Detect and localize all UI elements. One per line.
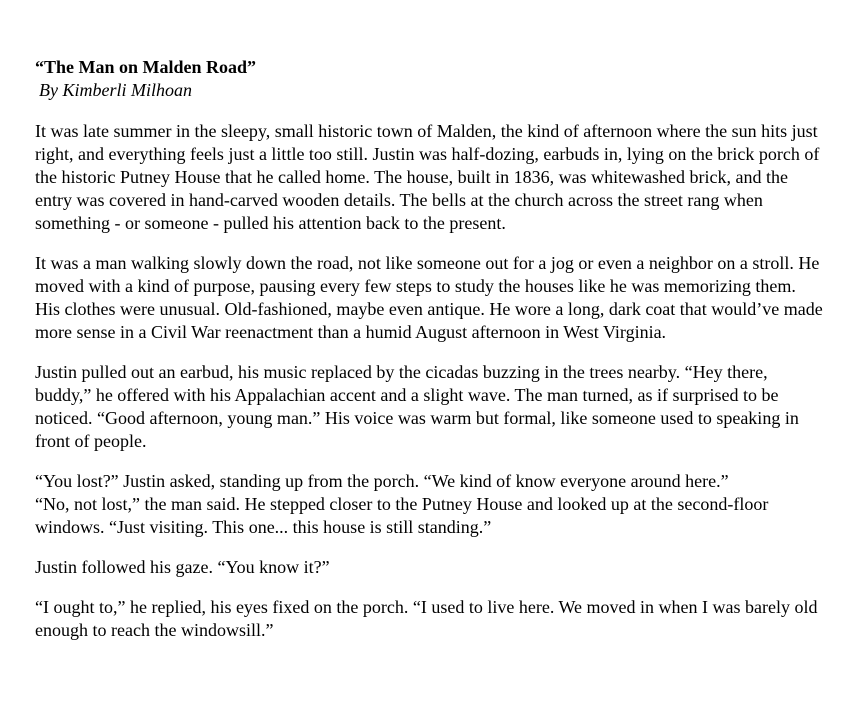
paragraph-5: “No, not lost,” the man said. He stepped closer to the Putney House and looked up at the second-floor windows. “Just visiting. This one... this house is still standing.” (35, 494, 769, 537)
paragraph-6: Justin followed his gaze. “You know it?” (35, 557, 330, 577)
spacer (35, 539, 825, 556)
spacer (35, 344, 825, 361)
spacer (35, 102, 825, 120)
paragraph-3: Justin pulled out an earbud, his music replaced by the cicadas buzzing in the trees nearby. “Hey there, buddy,” he offered with his Appalachian accent and a slight wave. The man turned, as if surprised to be noticed. “Good afternoon, young man.” His voice was warm but formal, like someone used to speaking in front of people. (35, 362, 799, 451)
paragraph-7: “I ought to,” he replied, his eyes fixed on the porch. “I used to live here. We moved in when I was barely old enough to reach the windowsill.” (35, 597, 818, 640)
paragraph-1: It was late summer in the sleepy, small historic town of Malden, the kind of afternoon where the sun hits just right, and everything feels just a little too still. Justin was half-dozing, earbuds in, lying on the brick porch of the historic Putney House that he called home. The house, built in 1836, was whitewashed brick, and the entry was covered in hand-carved wooden details. The bells at the church across the street rang when something - or someone - pulled his attention back to the present. (35, 121, 820, 233)
story-title: “The Man on Malden Road” (35, 57, 257, 77)
document-page (35, 56, 825, 642)
spacer (35, 579, 825, 596)
paragraph-4: “You lost?” Justin asked, standing up from the porch. “We kind of know everyone around here.” (35, 471, 729, 491)
paragraph-2: It was a man walking slowly down the road, not like someone out for a jog or even a neighbor on a stroll. He moved with a kind of purpose, pausing every few steps to study the houses like he was memorizing them. His clothes were unusual. Old-fashioned, maybe even antique. He wore a long, dark coat that would’ve made more sense in a Civil War reenactment than a humid August afternoon in West Virginia. (35, 253, 823, 342)
story-byline: By Kimberli Milhoan (39, 80, 192, 100)
spacer (35, 453, 825, 470)
spacer (35, 235, 825, 252)
